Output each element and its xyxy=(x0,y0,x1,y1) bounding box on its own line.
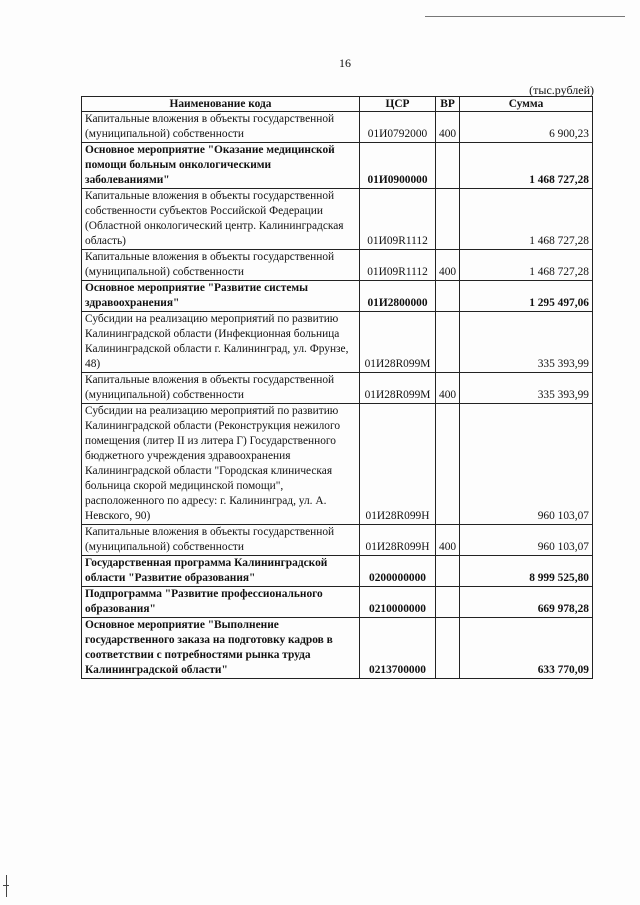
cell-csr: 01И28R099Н xyxy=(360,404,436,525)
cell-vr xyxy=(436,587,460,618)
cell-csr: 01И0792000 xyxy=(360,112,436,143)
cell-name: Основное мероприятие "Оказание медицинской помощи больным онкологическими заболеваниями" xyxy=(82,143,360,189)
cell-csr: 01И09R1112 xyxy=(360,250,436,281)
table-row xyxy=(82,189,593,250)
cell-vr xyxy=(436,556,460,587)
cell-vr: 400 xyxy=(436,112,460,143)
cell-name: Основное мероприятие "Развитие системы здравоохранения" xyxy=(82,281,360,312)
cell-csr: 01И0900000 xyxy=(360,143,436,189)
cell-vr: 400 xyxy=(436,250,460,281)
table-row xyxy=(82,404,593,525)
cell-sum: 6 900,23 xyxy=(460,112,593,143)
table-row xyxy=(82,143,593,189)
cell-csr: 01И28R099М xyxy=(360,373,436,404)
cell-sum: 960 103,07 xyxy=(460,525,593,556)
table-body xyxy=(82,112,593,679)
cell-vr xyxy=(436,618,460,679)
cell-sum: 1 468 727,28 xyxy=(460,189,593,250)
cell-sum: 335 393,99 xyxy=(460,312,593,373)
cell-csr: 01И28R099Н xyxy=(360,525,436,556)
cell-sum: 960 103,07 xyxy=(460,404,593,525)
cell-vr xyxy=(436,143,460,189)
table-row xyxy=(82,281,593,312)
margin-mark xyxy=(6,875,7,897)
cell-name: Субсидии на реализацию мероприятий по развитию Калининградской области (Инфекционная больница Калининградской области г. Калининград, ул. Фрунзе, 48) xyxy=(82,312,360,373)
budget-table xyxy=(81,96,593,679)
header-vr: ВР xyxy=(436,97,460,112)
table-row xyxy=(82,373,593,404)
cell-sum: 1 295 497,06 xyxy=(460,281,593,312)
cell-vr xyxy=(436,189,460,250)
header-csr: ЦСР xyxy=(360,97,436,112)
cell-csr: 0210000000 xyxy=(360,587,436,618)
cell-csr: 0213700000 xyxy=(360,618,436,679)
cell-sum: 633 770,09 xyxy=(460,618,593,679)
unit-label: (тыс.рублей) xyxy=(529,83,594,97)
top-rule xyxy=(425,16,625,17)
cell-sum: 8 999 525,80 xyxy=(460,556,593,587)
cell-name: Субсидии на реализацию мероприятий по развитию Калининградской области (Реконструкция нежилого помещения (литер II из литера Г) Государственного бюджетного учреждения здравоохранения Калининградской области "Городская клиническая больница скорой медицинской помощи", расположенного по адресу: г. Калининград, ул. А. Невского, 90) xyxy=(82,404,360,525)
cell-name: Капитальные вложения в объекты государственной (муниципальной) собственности xyxy=(82,250,360,281)
cell-vr xyxy=(436,312,460,373)
cell-name: Капитальные вложения в объекты государственной (муниципальной) собственности xyxy=(82,525,360,556)
cell-vr xyxy=(436,281,460,312)
cell-csr: 01И28R099М xyxy=(360,312,436,373)
cell-name: Капитальные вложения в объекты государственной собственности субъектов Российской Федерации (Областной онкологический центр. Калининградская область) xyxy=(82,189,360,250)
cell-vr xyxy=(436,404,460,525)
cell-vr: 400 xyxy=(436,525,460,556)
table-row xyxy=(82,556,593,587)
header-name: Наименование кода xyxy=(82,97,360,112)
cell-name: Государственная программа Калининградской области "Развитие образования" xyxy=(82,556,360,587)
table-header-row xyxy=(82,97,593,112)
cell-sum: 1 468 727,28 xyxy=(460,143,593,189)
margin-tick xyxy=(3,885,9,886)
cell-name: Капитальные вложения в объекты государственной (муниципальной) собственности xyxy=(82,373,360,404)
cell-sum: 335 393,99 xyxy=(460,373,593,404)
header-sum: Сумма xyxy=(460,97,593,112)
table-row xyxy=(82,250,593,281)
cell-name: Подпрограмма "Развитие профессионального образования" xyxy=(82,587,360,618)
cell-vr: 400 xyxy=(436,373,460,404)
table-row xyxy=(82,587,593,618)
table-row xyxy=(82,618,593,679)
cell-sum: 1 468 727,28 xyxy=(460,250,593,281)
cell-name: Основное мероприятие "Выполнение государственного заказа на подготовку кадров в соответствии с потребностями рынка труда Калининградской области" xyxy=(82,618,360,679)
cell-csr: 01И09R1112 xyxy=(360,189,436,250)
cell-name: Капитальные вложения в объекты государственной (муниципальной) собственности xyxy=(82,112,360,143)
cell-csr: 01И2800000 xyxy=(360,281,436,312)
table-row xyxy=(82,312,593,373)
page-number: 16 xyxy=(339,56,351,70)
cell-sum: 669 978,28 xyxy=(460,587,593,618)
cell-csr: 0200000000 xyxy=(360,556,436,587)
table-row xyxy=(82,525,593,556)
table-row xyxy=(82,112,593,143)
